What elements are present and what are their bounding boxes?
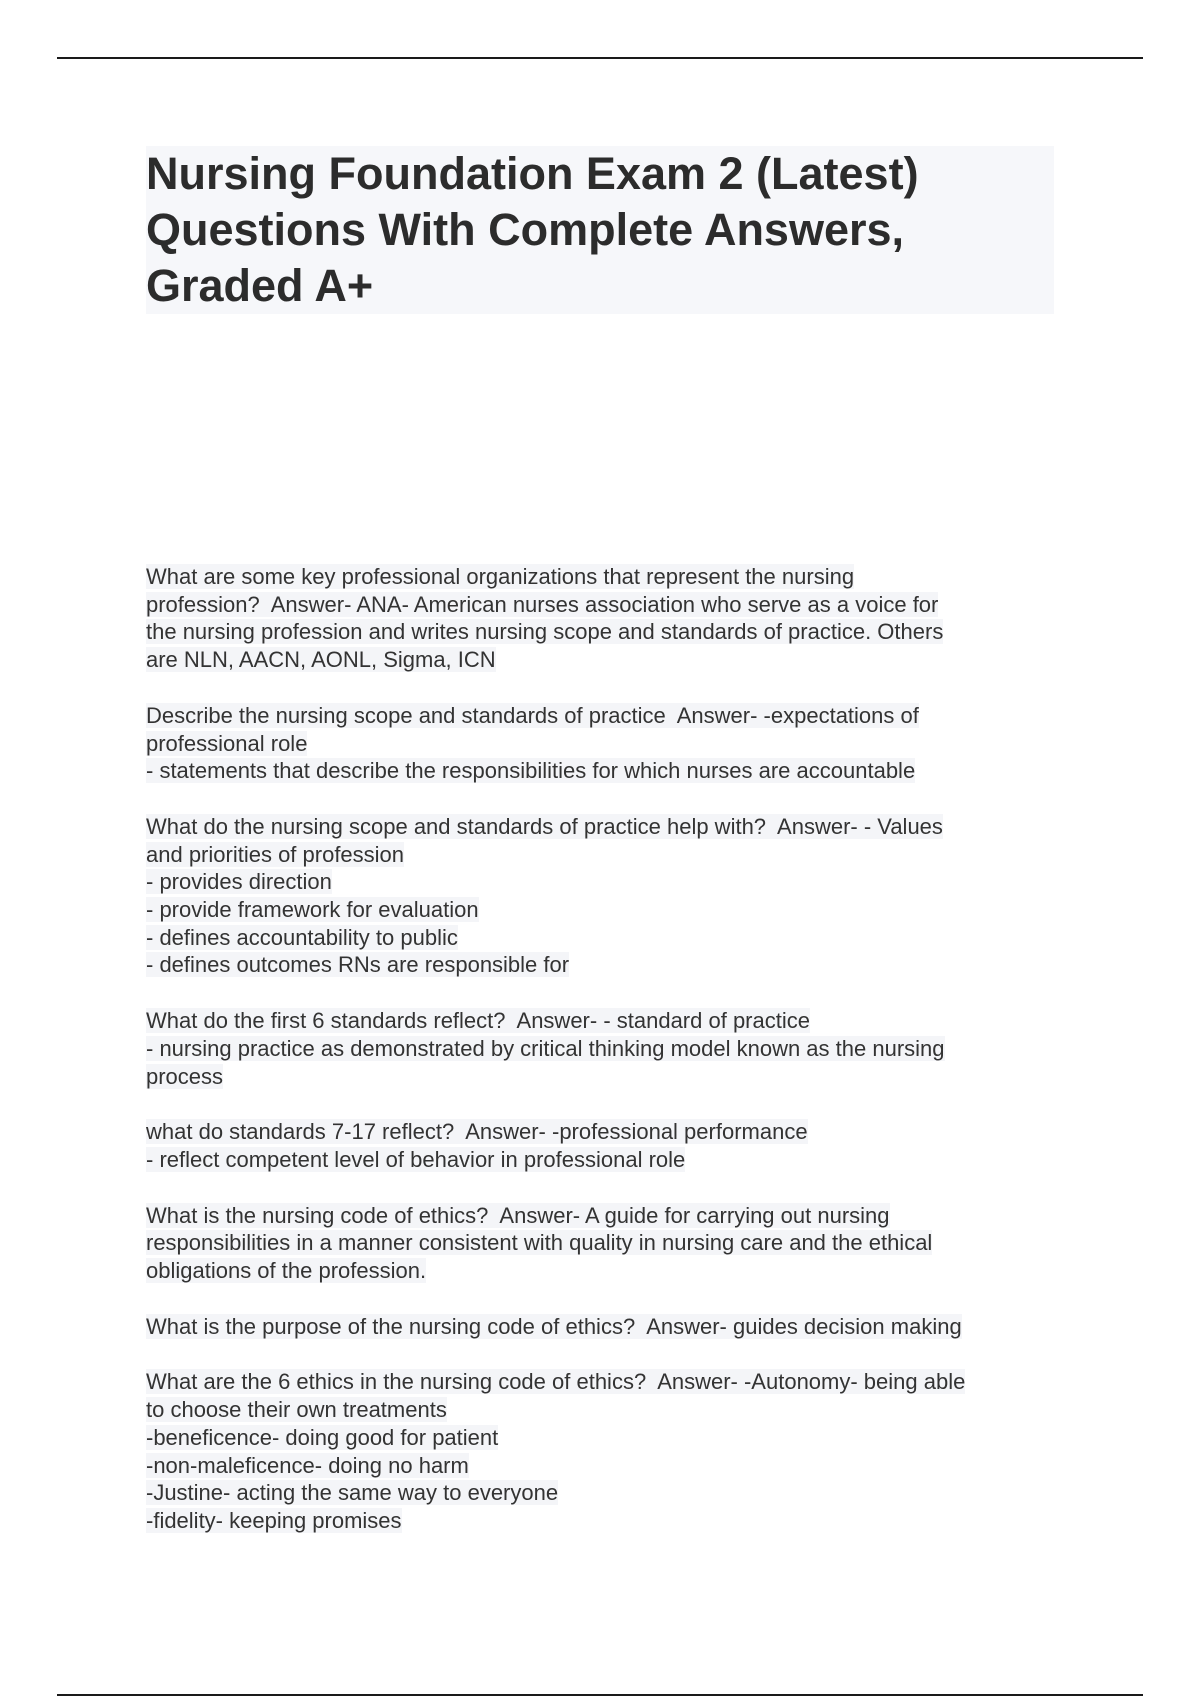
qa-entry-1 — [146, 563, 1066, 674]
qa-line: profession? Answer- ANA- American nurses association who serve as a voice for — [146, 591, 939, 617]
footer-rule — [57, 1694, 1143, 1696]
qa-line: What is the purpose of the nursing code of ethics? Answer- guides decision making — [146, 1313, 962, 1339]
title-line: Questions With Complete Answers, — [146, 204, 905, 255]
qa-entry-5 — [146, 1118, 1066, 1173]
qa-list — [146, 563, 1066, 1563]
qa-line: - statements that describe the responsibilities for which nurses are accountable — [146, 758, 916, 784]
qa-line: obligations of the profession. — [146, 1258, 427, 1284]
qa-line: - reflect competent level of behavior in professional role — [146, 1146, 686, 1172]
qa-line: what do standards 7-17 reflect? Answer- -professional performance — [146, 1119, 808, 1145]
qa-line: are NLN, AACN, AONL, Sigma, ICN — [146, 647, 496, 673]
qa-line: -Justine- acting the same way to everyone — [146, 1480, 559, 1506]
qa-entry-6 — [146, 1202, 1066, 1285]
document-title — [146, 146, 1054, 314]
qa-line: and priorities of profession — [146, 841, 405, 867]
qa-line: - nursing practice as demonstrated by critical thinking model known as the nursing — [146, 1035, 945, 1061]
qa-line: What are the 6 ethics in the nursing code of ethics? Answer- -Autonomy- being able — [146, 1369, 966, 1395]
title-block — [146, 146, 1054, 314]
qa-entry-8 — [146, 1368, 1066, 1534]
qa-line: Describe the nursing scope and standards of practice Answer- -expectations of — [146, 702, 919, 728]
qa-line: What do the nursing scope and standards of practice help with? Answer- - Values — [146, 813, 943, 839]
title-line: Nursing Foundation Exam 2 (Latest) — [146, 148, 919, 199]
qa-line: professional role — [146, 730, 308, 756]
qa-entry-3 — [146, 813, 1066, 979]
qa-line: the nursing profession and writes nursing scope and standards of practice. Others — [146, 619, 944, 645]
header-rule — [57, 57, 1143, 59]
qa-entry-2 — [146, 702, 1066, 785]
qa-line: -fidelity- keeping promises — [146, 1507, 402, 1533]
qa-line: - provides direction — [146, 869, 332, 895]
qa-line: to choose their own treatments — [146, 1397, 447, 1423]
qa-line: What is the nursing code of ethics? Answer- A guide for carrying out nursing — [146, 1202, 890, 1228]
qa-entry-7 — [146, 1313, 1066, 1341]
title-line: Graded A+ — [146, 260, 374, 311]
qa-line: -beneficence- doing good for patient — [146, 1424, 499, 1450]
qa-line: What do the first 6 standards reflect? Answer- - standard of practice — [146, 1008, 810, 1034]
qa-line: What are some key professional organizations that represent the nursing — [146, 564, 855, 589]
qa-line: process — [146, 1063, 224, 1089]
qa-line: - provide framework for evaluation — [146, 897, 479, 923]
qa-entry-4 — [146, 1007, 1066, 1090]
qa-line: -non-maleficence- doing no harm — [146, 1452, 469, 1478]
qa-line: responsibilities in a manner consistent with quality in nursing care and the ethical — [146, 1230, 933, 1256]
qa-line: - defines outcomes RNs are responsible for — [146, 952, 570, 978]
qa-line: - defines accountability to public — [146, 924, 458, 950]
